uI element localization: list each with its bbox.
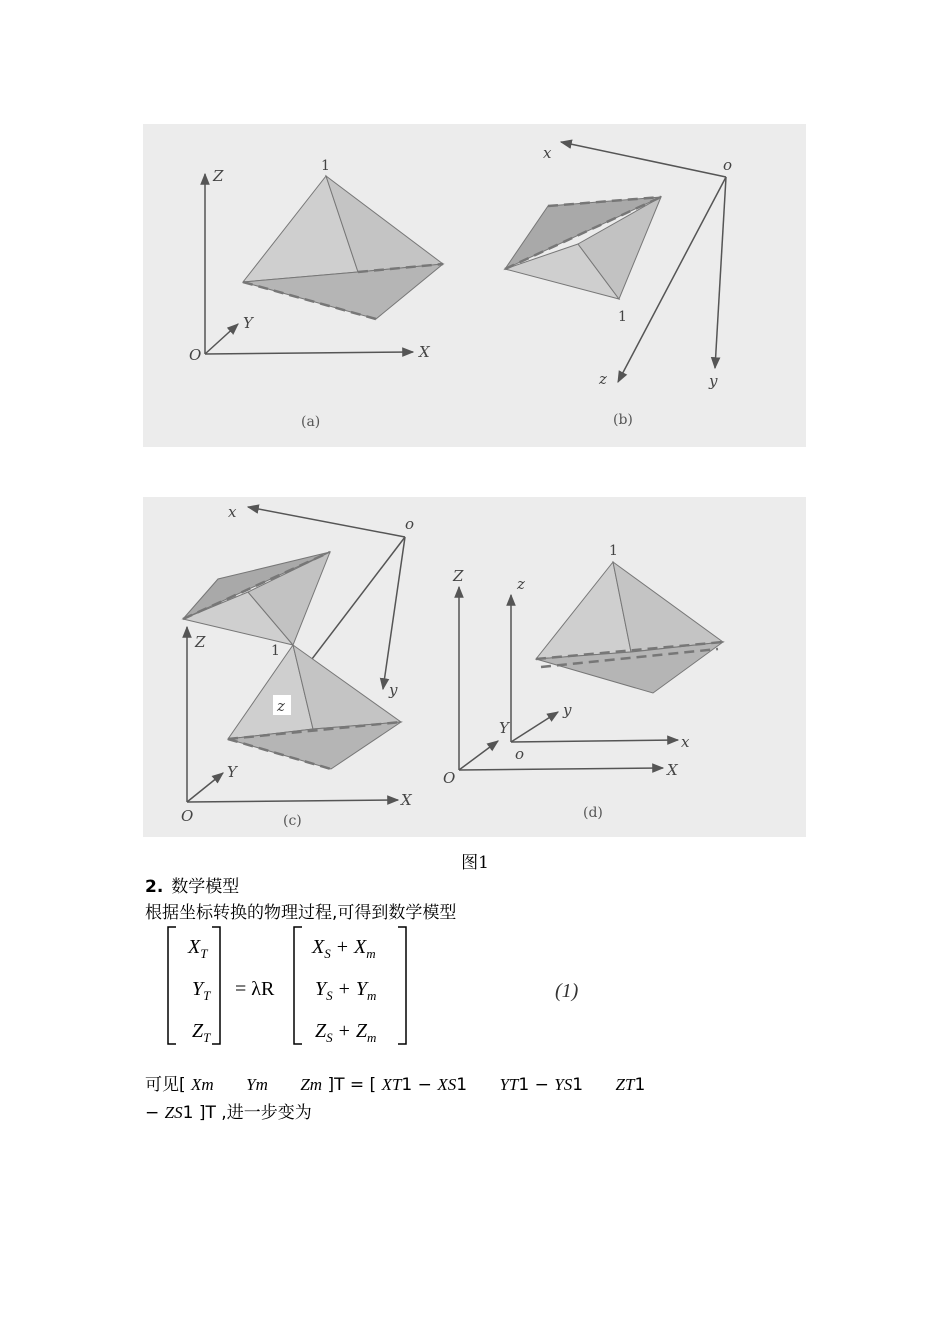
operator-lambda-R: = λR [235,978,275,1000]
lhs-right-bracket [212,927,220,1044]
equation-svg [160,923,620,1048]
label-x-d: x [681,733,690,751]
label-X-d: X [667,761,678,779]
figure-panel-bottom [143,497,806,837]
label-Y-a: Y [243,314,253,332]
label-panel-c: (c) [283,813,302,829]
label-z-c: z [277,697,285,715]
axis-x-b [561,142,726,177]
axis-X-c [187,800,398,802]
panel-a [189,158,443,430]
section-number: 2. [145,877,164,897]
label-o-b: o [723,156,733,174]
label-panel-b: (b) [613,412,633,428]
label-x-b: x [543,144,552,162]
label-y-d: y [563,701,572,719]
label-z-d: z [517,575,525,593]
axis-y-b [715,177,726,368]
axis-X-a [205,352,413,354]
lhs-x: $X_T$ [188,936,208,961]
lhs-y: $Y_T$ [192,978,211,1003]
rhs-row-1: $X_S + X_m$ [312,936,376,961]
label-Z-d: Z [453,567,464,585]
figure-panel-top [143,124,806,447]
panel-d [443,543,723,821]
equation-1 [160,923,620,1048]
label-y-b: y [709,372,718,390]
axis-Y-c [187,773,223,802]
label-Z-a: Z [213,167,224,185]
axis-Y-a [205,324,238,354]
figure-caption: 图1 [461,853,489,873]
lhs-left-bracket [168,927,176,1044]
label-O-a: O [189,346,202,364]
figure-ab-svg [143,124,806,447]
axis-Y-d [459,741,498,770]
label-O-d: O [443,769,456,787]
para2-line-1: 可见[ Xm Ym Zm ]T = [ XT1 − XS1 YT1 − YS1 ZT1 [145,1075,646,1095]
label-y-c: y [389,681,398,699]
label-O-c: O [181,807,194,825]
section-title-text: 数学模型 [171,877,240,897]
label-o-d: o [515,745,525,763]
paragraph-transform [145,1071,765,1127]
label-o-c: o [405,515,415,533]
label-vertex-b: 1 [618,309,627,325]
rhs-right-bracket [398,927,406,1044]
label-x-c: x [228,503,237,521]
label-X-c: X [401,791,412,809]
label-panel-d: (d) [583,805,603,821]
label-vertex-a: 1 [321,158,330,174]
figure-cd-svg [143,497,806,837]
label-vertex-d: 1 [609,543,618,559]
rhs-row-3: $Z_S + Z_m$ [315,1020,377,1045]
label-Y-c: Y [227,763,237,781]
label-panel-a: (a) [301,414,321,430]
para2-line-2: − ZS1 ]T ,进一步变为 [145,1103,312,1123]
panel-c [181,503,414,829]
equation-number: (1) [555,980,579,1002]
rhs-row-2: $Y_S + Y_m$ [315,978,377,1003]
axis-y-c [383,537,405,689]
axis-y-d [511,712,558,742]
lhs-z: $Z_T$ [192,1020,211,1045]
axis-x-c [248,507,405,537]
axis-x-d [511,740,678,742]
axis-X-d [459,768,663,770]
label-Z-c: Z [195,633,206,651]
label-X-a: X [419,343,430,361]
pyramid-d-face-right [613,562,723,652]
label-Y-d: Y [499,719,509,737]
section-heading [145,872,239,897]
rhs-left-bracket [294,927,302,1044]
label-z-b: z [599,370,607,388]
panel-b [505,142,732,428]
intro-paragraph: 根据坐标转换的物理过程,可得到数学模型 [145,903,457,923]
label-vertex-c: 1 [271,643,280,659]
